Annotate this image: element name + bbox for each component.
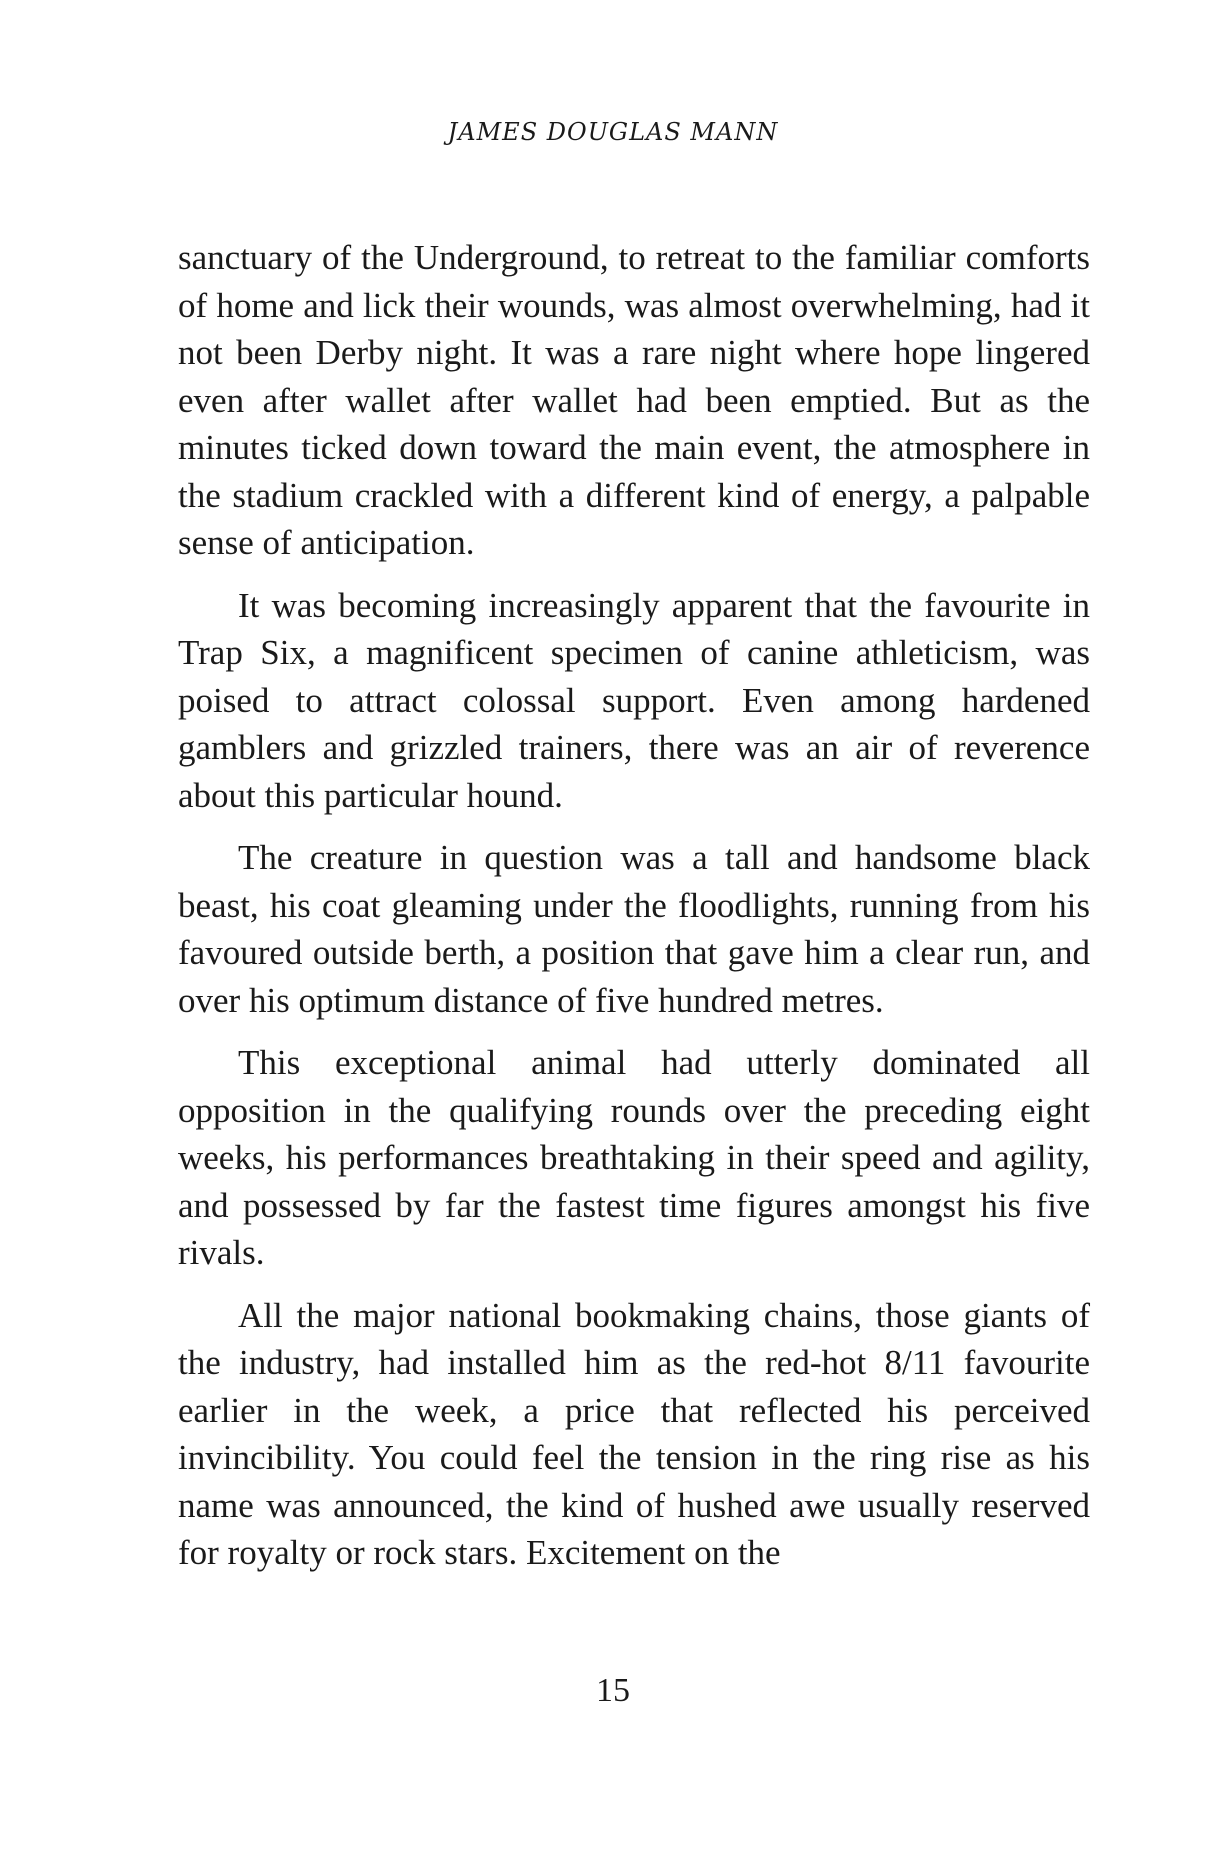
body-text: [178, 234, 1090, 1592]
running-header: JAMES DOUGLAS MANN: [447, 118, 779, 146]
page-number: 15: [596, 1672, 630, 1709]
paragraph: sanctuary of the Underground, to retreat to the familiar comforts of home and lick their wounds, was almost overwhelming, had it not been Derby night. It was a rare night where hope lingered even after wallet after wallet had been emptied. But as the minutes ticked down toward the main event, the atmosphere in the stadium crackled with a different kind of energy, a palpable sense of anticipation.: [178, 238, 1090, 562]
paragraph: This exceptional animal had utterly dominated all opposition in the qualifying rounds over the preceding eight weeks, his performances breathtaking in their speed and agility, and possessed by far the fastest time figures amongst his five rivals.: [178, 1043, 1090, 1272]
paragraph: All the major national bookmaking chains, those giants of the industry, had installed him as the red-hot 8/11 favourite earlier in the week, a price that reflected his perceived invincibility. You could feel the tension in the ring rise as his name was announced, the kind of hushed awe usually reserved for royalty or rock stars. Excitement on the: [178, 1295, 1090, 1572]
paragraph: It was becoming increasingly apparent that the favourite in Trap Six, a magnificent specimen of canine athleticism, was poised to attract colossal support. Even among hardened gamblers and grizzled trainers, there was an air of reverence about this particular hound.: [178, 585, 1090, 815]
paragraph: The creature in question was a tall and handsome black beast, his coat gleaming under the floodlights, running from his favoured outside berth, a position that gave him a clear run, and over his optimum distance of five hundred metres.: [178, 838, 1090, 1020]
